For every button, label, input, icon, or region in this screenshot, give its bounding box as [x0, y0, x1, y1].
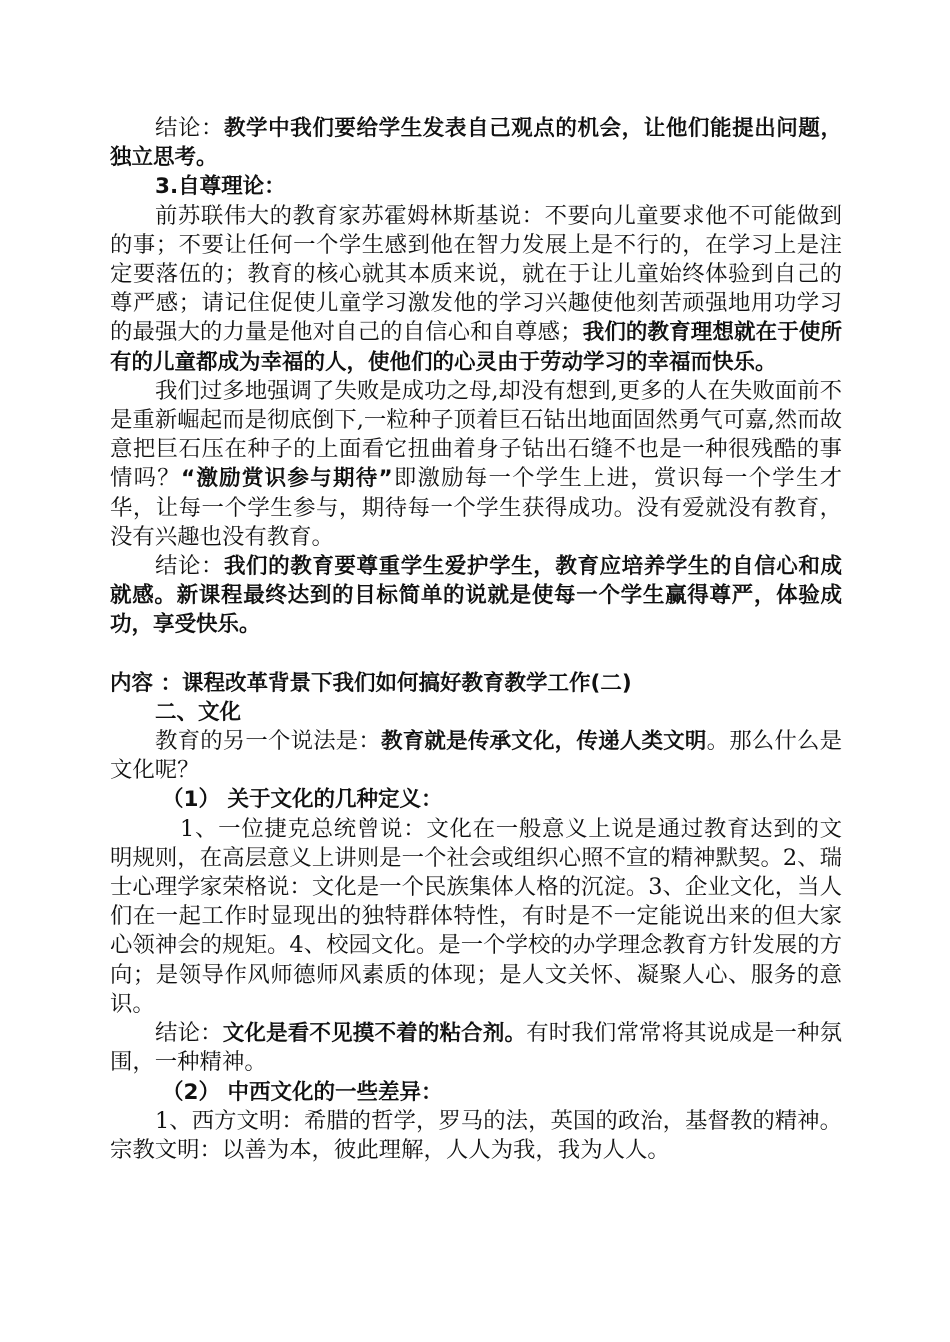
conclusion-bold-text: 我们的教育要尊重学生爱护学生，教育应培养学生的自信心和成就感。新课程最终达到的目标简单的说就是使每一个学生赢得尊严，体验成功，享受快乐。 [110, 554, 842, 638]
conclusion-bold-text: 文化是看不见摸不着的粘合剂。 [222, 1021, 527, 1047]
paragraph-text-2: 即激励每一个学生上进，赏识每一个学生才华，让每一个学生参与，期待每一个学生获得成功。没有爱就没有教育，没有兴趣也没有教育。 [110, 465, 843, 550]
paragraph-text: 教育的另一个说法是： [155, 728, 381, 755]
definitions-paragraph [110, 815, 842, 1019]
paragraph-bold-text: 我们的教育理想就在于使所有的儿童都成为幸福的人，使他们的心灵由于劳动学习的幸福而快乐。 [110, 320, 842, 375]
conclusion-label: 结论： [155, 115, 224, 141]
education-culture-paragraph [110, 727, 842, 785]
subheading-text: （2） 中西文化的一些差异： [162, 1079, 443, 1105]
subheading-differences [110, 1078, 842, 1107]
content-title-text: 内容 ：课程改革背景下我们如何搞好教育教学工作(二) [110, 670, 632, 696]
subheading-text: （1） 关于文化的几种定义： [162, 787, 443, 813]
conclusion-paragraph-3 [110, 1019, 842, 1077]
paragraph-text: 1、西方文明：希腊的哲学，罗马的法，英国的政治，基督教的精神。宗教文明：以善为本，彼此理解，人人为我，我为人人。 [110, 1107, 842, 1163]
document-body [110, 114, 842, 1165]
paragraph-bold-text: 教育就是传承文化，传递人类文明 [380, 729, 707, 755]
paragraph-text: 我们过多地强调了失败是成功之母,却没有想到,更多的人在失败面前不是重新崛起而是彻底倒下,一粒种子顶着巨石钻出地面固然勇气可嘉,然而故意把巨石压在种子的上面看它扭曲着身子钻出石缝不也是一种很残酷的事情吗？ [110, 377, 842, 492]
conclusion-paragraph-1 [110, 114, 842, 172]
conclusion-text: 有时我们常常将其说成是一种氛围，一种精神。 [110, 1020, 843, 1076]
section-heading-culture [110, 698, 842, 727]
western-civilization-paragraph [110, 1107, 842, 1165]
paragraph-text: 前苏联伟大的教育家苏霍姆林斯基说：不要向儿童要求他不可能做到的事；不要让任何一个学生感到他在智力发展上是不行的，在学习上是注定要落伍的；教育的核心就其本质来说，就在于让儿童始终体验到自己的尊严感；请记住促使儿童学习激发他的学习兴趣使他刻苦顽强地用功学习的最强大的力量是他对自己的自信心和自尊感； [110, 202, 842, 346]
self-esteem-paragraph [110, 202, 842, 377]
heading-text: 二、文化 [155, 699, 242, 725]
heading-text: 3.自尊理论： [155, 174, 286, 200]
paragraph-bold-quote: “激励赏识参与期待” [180, 466, 393, 492]
paragraph-text-2: 。那么什么是文化呢？ [110, 728, 842, 784]
failure-paragraph [110, 377, 842, 552]
section-heading-self-esteem [110, 172, 842, 201]
conclusion-paragraph-2 [110, 552, 842, 640]
content-title [110, 669, 842, 698]
conclusion-bold-text: 教学中我们要给学生发表自己观点的机会，让他们能提出问题，独立思考。 [110, 116, 842, 171]
subheading-definitions [110, 785, 842, 814]
conclusion-label: 结论： [155, 553, 224, 580]
paragraph-text: 1、一位捷克总统曾说：文化在一般意义上说是通过教育达到的文明规则，在高层意义上讲则是一个社会或组织心照不宣的精神默契。2、瑞士心理学家荣格说：文化是一个民族集体人格的沉淀。3、企业文化，当人们在一起工作时显现出的独特群体特性，有时是不一定能说出来的但大家心领神会的规矩。4、校园文化。是一个学校的办学理念教育方针发展的方向；是领导作风师德师风素质的体现；是人文关怀、凝聚人心、服务的意识。 [110, 815, 842, 1017]
conclusion-label: 结论： [155, 1020, 223, 1047]
blank-line [110, 640, 842, 669]
